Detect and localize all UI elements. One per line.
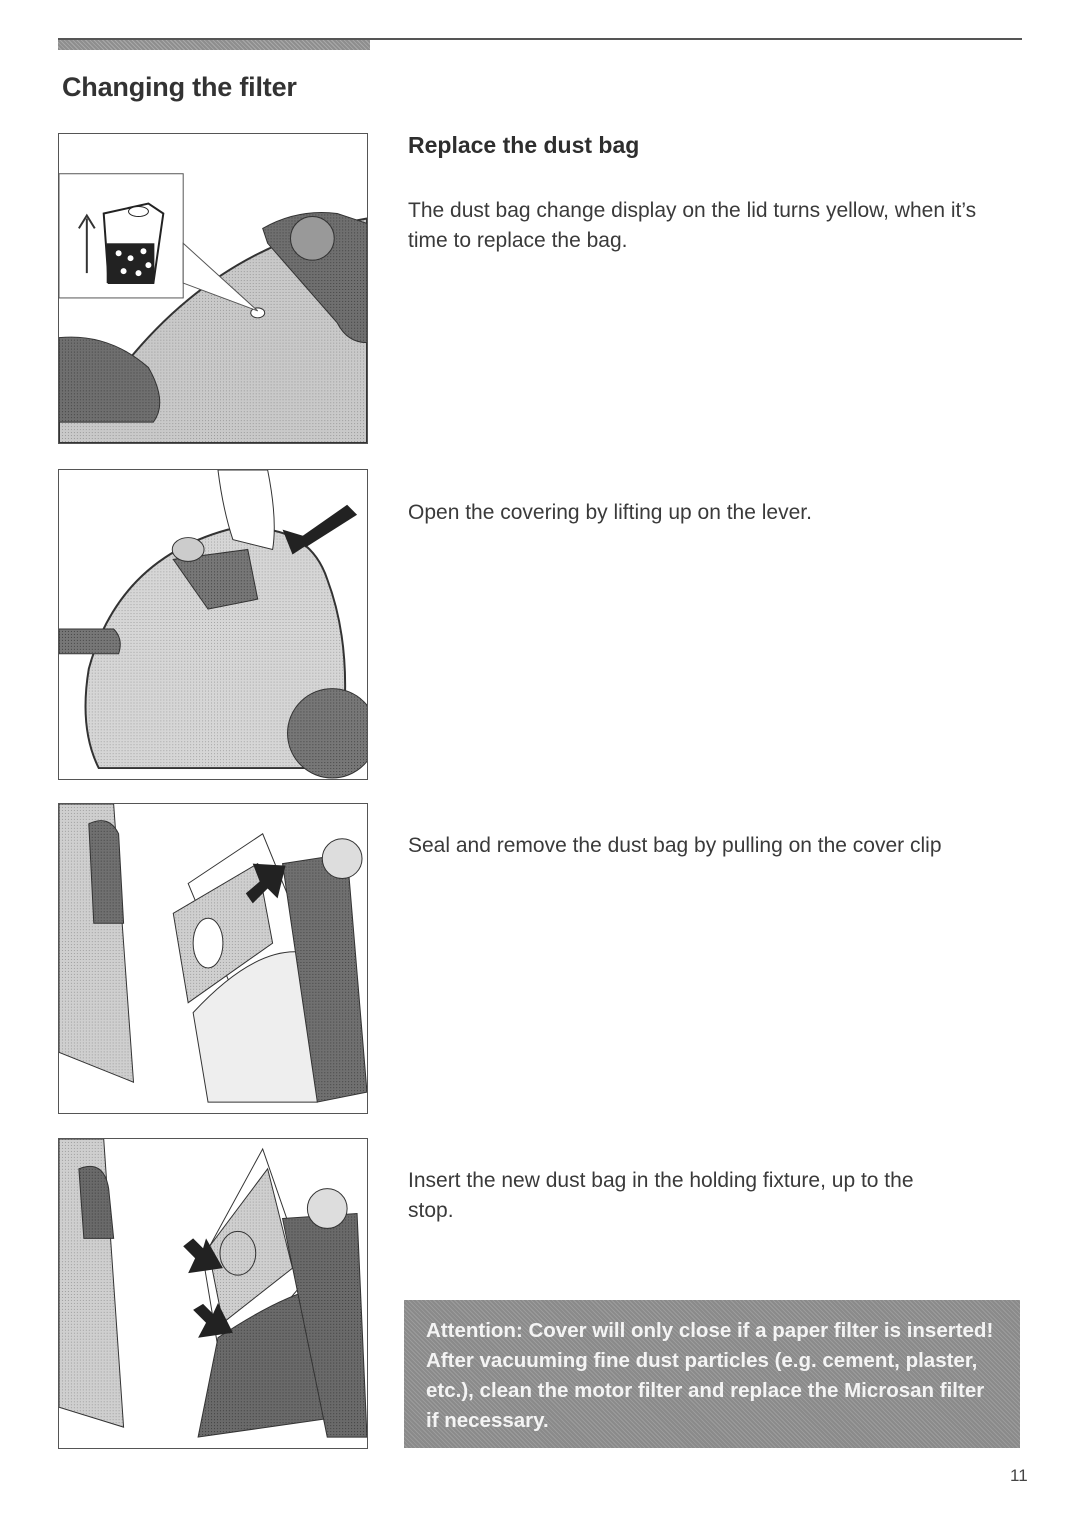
header-rule: [58, 38, 1022, 40]
step-1-text: The dust bag change display on the lid turns yellow, when it’s time to replace the bag.: [408, 199, 977, 252]
step-3-text: Seal and remove the dust bag by pulling on the cover clip: [408, 834, 942, 857]
lever-lift-icon: [59, 470, 367, 779]
subsection-title: Replace the dust bag: [408, 132, 640, 158]
open-cover-illustration: [58, 469, 368, 780]
vacuum-lid-icon: [59, 134, 367, 443]
dust-indicator-illustration: [58, 133, 368, 444]
step-2-text: Open the covering by lifting up on the lever.: [408, 501, 812, 524]
attention-notice: Attention: Cover will only close if a paper filter is inserted! After vacuuming fine dust particles (e.g. cement, plaster, etc.), clean the motor filter and replace the Microsan filter if necessary.: [404, 1300, 1020, 1448]
section-title: Changing the filter: [62, 72, 297, 102]
insert-bag-illustration: [58, 1138, 368, 1449]
remove-bag-illustration: [58, 803, 368, 1114]
step-4-text: Insert the new dust bag in the holding fixture, up to the stop.: [408, 1169, 914, 1222]
pull-clip-icon: [59, 804, 367, 1113]
insert-holder-icon: [59, 1139, 367, 1448]
page-number: 11: [1010, 1466, 1028, 1485]
